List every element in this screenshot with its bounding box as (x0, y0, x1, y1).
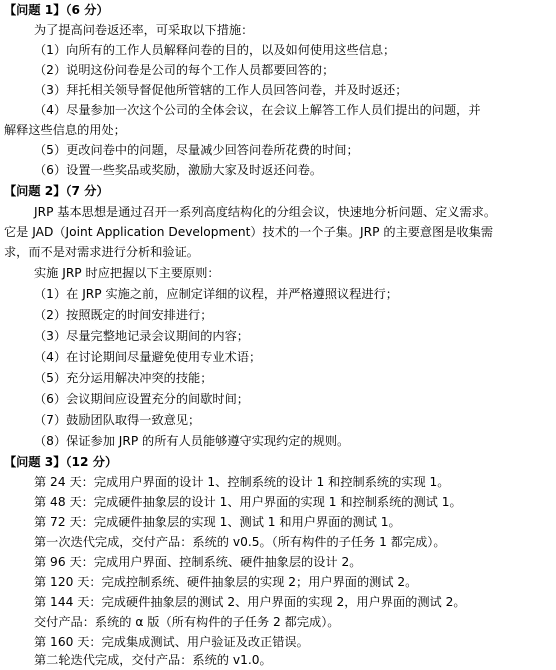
q2-heading: 【问题 2】（7 分） (4, 184, 109, 198)
q3-line-7: 第 144 天：完成硬件抽象层的测试 2、用户界面的实现 2，用户界面的测试 2。 (34, 595, 466, 609)
q1-heading: 【问题 1】（6 分） (4, 3, 109, 17)
q2-item-6: （6）会议期间应设置充分的间歇时间； (34, 392, 249, 406)
q1-intro: 为了提高问卷返还率，可采取以下措施： (34, 23, 254, 37)
q3-line-4: 第一次迭代完成，交付产品：系统的 v0.5。（所有构件的子任务 1 都完成）。 (34, 535, 446, 549)
q2-para-line-2: 它是 JAD（Joint Application Development）技术的一个子集。JRP 的主要意图是收集需 (4, 225, 494, 239)
q3-line-5: 第 96 天：完成用户界面、控制系统、硬件抽象层的设计 2。 (34, 555, 362, 569)
q1-item-6: （6）设置一些奖品或奖励，激励大家及时返还问卷。 (34, 163, 323, 177)
q2-item-3: （3）尽量完整地记录会议期间的内容； (34, 329, 249, 343)
q2-item-8: （8）保证参加 JRP 的所有人员能够遵守实现约定的规则。 (34, 434, 350, 448)
q3-line-2: 第 48 天：完成硬件抽象层的设计 1、用户界面的实现 1 和控制系统的测试 1。 (34, 495, 462, 509)
q1-item-3: （3）拜托相关领导督促他所管辖的工作人员回答问卷，并及时返还； (34, 83, 408, 97)
q1-item-5: （5）更改问卷中的问题，尽量减少回答问卷所花费的时间； (34, 143, 359, 157)
q3-heading: 【问题 3】（12 分） (4, 455, 118, 469)
q3-line-10: 第二轮迭代完成，交付产品：系统的 v1.0。 (34, 653, 272, 667)
q2-item-7: （7）鼓励团队取得一致意见； (34, 413, 201, 427)
q3-line-3: 第 72 天：完成硬件抽象层的实现 1、测试 1 和用户界面的测试 1。 (34, 515, 401, 529)
q1-item-4: （4）尽量参加一次这个公司的全体会议，在会议上解答工作人员们提出的问题，并 (34, 103, 481, 117)
q2-item-2: （2）按照既定的时间安排进行； (34, 308, 213, 322)
q3-line-1: 第 24 天：完成用户界面的设计 1、控制系统的设计 1 和控制系统的实现 1。 (34, 475, 450, 489)
q2-item-5: （5）充分运用解决冲突的技能； (34, 371, 213, 385)
q2-para-line-1: JRP 基本思想是通过召开一系列高度结构化的分组会议，快速地分析问题、定义需求。 (34, 205, 497, 219)
q3-line-9: 第 160 天：完成集成测试、用户验证及改正错误。 (34, 635, 309, 649)
q3-line-8: 交付产品：系统的 α 版（所有构件的子任务 2 都完成）。 (34, 615, 340, 629)
q2-para-line-3: 求，而不是对需求进行分析和验证。 (4, 245, 199, 259)
q1-item-4-cont: 解释这些信息的用处； (4, 123, 126, 137)
q2-item-1: （1）在 JRP 实施之前，应制定详细的议程，并严格遵照议程进行； (34, 287, 398, 301)
q1-item-1: （1）向所有的工作人员解释问卷的目的，以及如何使用这些信息； (34, 43, 396, 57)
q1-item-2: （2）说明这份问卷是公司的每个工作人员都要回答的； (34, 63, 335, 77)
q2-item-4: （4）在讨论期间尽量避免使用专业术语； (34, 350, 262, 364)
q3-line-6: 第 120 天：完成控制系统、硬件抽象层的实现 2；用户界面的测试 2。 (34, 575, 418, 589)
q2-principles-intro: 实施 JRP 时应把握以下主要原则： (34, 266, 220, 280)
